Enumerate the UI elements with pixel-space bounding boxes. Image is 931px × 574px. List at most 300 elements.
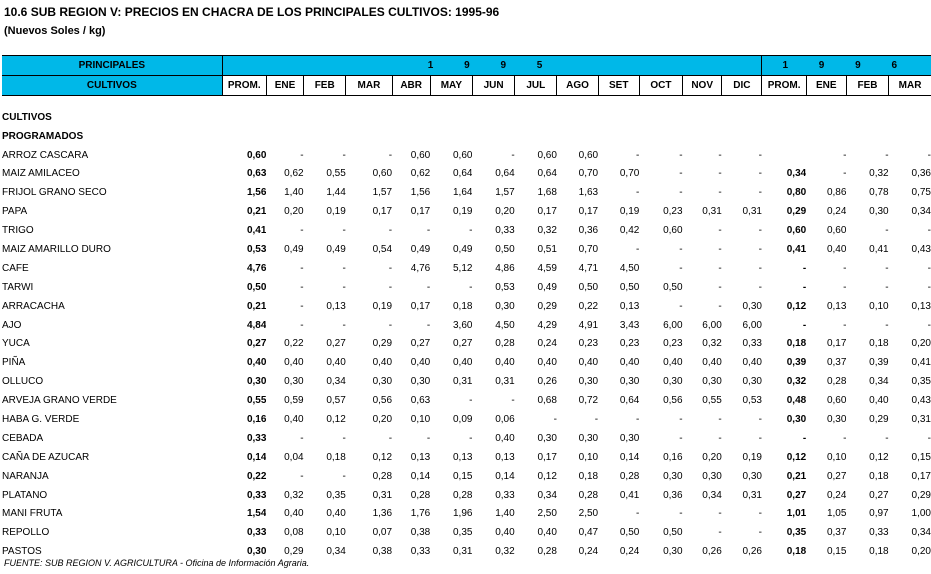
average-cell: 0,40 <box>246 357 267 369</box>
price-cell: 0,24 <box>826 206 847 218</box>
spacer-row <box>2 95 931 108</box>
price-cell: 0,60 <box>453 149 473 161</box>
price-cell: - <box>758 149 762 161</box>
price-cell: 0,27 <box>869 489 889 501</box>
price-cell: 0,68 <box>537 395 557 407</box>
price-cell: 0,30 <box>702 470 722 482</box>
price-cell: 0,40 <box>578 357 599 369</box>
price-cell: 0,50 <box>663 527 683 539</box>
price-cell: - <box>758 243 762 255</box>
price-cell: - <box>718 149 722 161</box>
average-cell: - <box>802 319 807 331</box>
price-cell: 0,18 <box>869 546 889 558</box>
table-row <box>2 467 931 486</box>
price-cell: 0,14 <box>495 470 515 482</box>
price-cell: 0,20 <box>495 206 515 218</box>
price-cell: 0,37 <box>826 357 847 369</box>
table-row <box>2 146 931 165</box>
price-cell: 0,70 <box>578 243 599 255</box>
average-cell: 0,80 <box>786 187 807 199</box>
average-cell: 0,29 <box>786 206 807 218</box>
average-cell: 0,55 <box>246 395 267 407</box>
price-cell: 0,36 <box>663 489 683 501</box>
price-cell: 0,64 <box>495 168 515 180</box>
average-cell: 0,21 <box>246 300 267 312</box>
price-cell: 0,38 <box>372 546 393 558</box>
section-row <box>2 127 931 146</box>
price-cell: 0,31 <box>453 376 473 388</box>
price-cell: 0,28 <box>826 376 847 388</box>
price-cell: 0,33 <box>742 338 762 350</box>
average-cell: 0,41 <box>786 243 807 255</box>
section-label-cultivos: CULTIVOS <box>2 111 52 123</box>
table-row <box>2 353 931 372</box>
price-cell: - <box>758 527 762 539</box>
price-cell: 0,60 <box>410 149 431 161</box>
average-cell: 0,53 <box>246 243 267 255</box>
price-cell: - <box>843 281 847 293</box>
average-cell: 0,34 <box>786 168 807 180</box>
month-header-1995: SET <box>598 75 639 95</box>
price-cell: - <box>927 281 931 293</box>
price-cell: 0,18 <box>578 470 599 482</box>
average-cell <box>762 146 806 165</box>
price-cell: 0,32 <box>869 168 889 180</box>
price-cell: - <box>469 395 473 407</box>
price-cell: 0,31 <box>495 376 515 388</box>
month-header-1995: OCT <box>639 75 682 95</box>
price-cell: 0,31 <box>742 489 762 501</box>
price-cell: 0,60 <box>372 168 393 180</box>
price-cell: 0,49 <box>537 281 557 293</box>
average-cell: 0,48 <box>786 395 807 407</box>
price-cell: 0,49 <box>284 243 304 255</box>
price-cell: 0,40 <box>372 357 393 369</box>
crop-name: TARWI <box>2 281 34 293</box>
price-cell: - <box>342 225 346 237</box>
month-header-1996: MAR <box>889 75 931 95</box>
price-cell: 0,57 <box>326 395 346 407</box>
price-cell: - <box>342 149 346 161</box>
table-row <box>2 316 931 335</box>
crop-name: AJO <box>2 319 22 331</box>
price-cell: 0,54 <box>372 243 393 255</box>
price-cell: 0,22 <box>578 300 599 312</box>
price-cell: 6,00 <box>702 319 722 331</box>
price-cell: - <box>594 413 599 425</box>
price-cell: 0,24 <box>619 546 640 558</box>
price-cell: 1,44 <box>326 187 346 199</box>
price-cell: 0,40 <box>495 432 515 444</box>
price-cell: 0,41 <box>869 243 889 255</box>
price-cell: 0,40 <box>869 395 889 407</box>
average-cell: 0,33 <box>246 489 267 501</box>
price-cell: 0,35 <box>911 376 931 388</box>
price-cell: 0,17 <box>911 470 931 482</box>
average-cell: 0,60 <box>786 225 807 237</box>
price-cell: 0,30 <box>742 470 762 482</box>
price-cell: - <box>718 262 722 274</box>
price-cell: 0,04 <box>284 451 304 463</box>
price-cell: 0,43 <box>911 243 931 255</box>
price-cell: - <box>927 262 931 274</box>
average-cell: - <box>802 281 807 293</box>
price-cell: 0,51 <box>537 243 557 255</box>
price-cell: 0,41 <box>911 357 931 369</box>
crop-name: MAIZ AMILACEO <box>2 168 80 180</box>
price-cell: - <box>388 262 393 274</box>
price-cell: - <box>300 432 304 444</box>
price-cell: 1,36 <box>372 508 393 520</box>
price-cell: 0,32 <box>702 338 722 350</box>
price-cell: 1,05 <box>826 508 847 520</box>
table-row <box>2 448 931 467</box>
price-cell: 0,40 <box>326 508 346 520</box>
month-header-1996: PROM. <box>762 75 806 95</box>
price-cell: 0,34 <box>911 527 931 539</box>
price-cell: 0,72 <box>578 395 599 407</box>
table-row <box>2 278 931 297</box>
price-cell: 0,17 <box>410 300 431 312</box>
price-cell: 0,20 <box>372 413 393 425</box>
month-header-1995: PROM. <box>222 75 266 95</box>
price-cell: 4,86 <box>495 262 515 274</box>
price-cell: 0,18 <box>326 451 346 463</box>
price-cell: 0,17 <box>578 206 599 218</box>
price-cell: - <box>885 432 889 444</box>
average-cell: 0,27 <box>246 338 267 350</box>
price-cell: 0,60 <box>578 149 599 161</box>
crop-name: ARVEJA GRANO VERDE <box>2 395 117 407</box>
average-cell: 0,30 <box>786 413 807 425</box>
price-cell: - <box>300 470 304 482</box>
price-cell: 0,40 <box>742 357 762 369</box>
average-cell: 1,56 <box>246 187 267 199</box>
price-cell: 1,57 <box>372 187 393 199</box>
price-cell: - <box>679 262 683 274</box>
price-cell: 0,20 <box>702 451 722 463</box>
price-cell: 0,62 <box>284 168 304 180</box>
price-cell: 0,40 <box>284 413 304 425</box>
price-cell: 2,50 <box>537 508 557 520</box>
price-cell: 0,13 <box>619 300 640 312</box>
price-cell: 1,96 <box>453 508 473 520</box>
price-cell: - <box>718 225 722 237</box>
crop-name: YUCA <box>2 338 30 350</box>
average-cell: 0,39 <box>786 357 807 369</box>
price-cell: 0,18 <box>453 300 473 312</box>
price-cell: 0,56 <box>663 395 683 407</box>
price-cell: - <box>342 262 346 274</box>
price-cell: 0,30 <box>826 413 847 425</box>
price-cell: 0,62 <box>410 168 431 180</box>
price-cell: 0,31 <box>742 206 762 218</box>
price-cell: 0,14 <box>410 470 431 482</box>
price-cell: 0,42 <box>619 225 640 237</box>
price-cell: 0,49 <box>326 243 346 255</box>
month-header-1995: ABR <box>392 75 430 95</box>
table-row <box>2 372 931 391</box>
price-cell: 0,35 <box>326 489 346 501</box>
price-cell: 0,28 <box>453 489 473 501</box>
price-cell: 0,15 <box>911 451 931 463</box>
price-cell: 0,37 <box>826 527 847 539</box>
price-cell: 0,22 <box>284 338 304 350</box>
price-cell: - <box>718 527 722 539</box>
price-cell: 6,00 <box>663 319 683 331</box>
price-cell: 1,64 <box>453 187 473 199</box>
price-cell: 4,50 <box>619 262 640 274</box>
price-cell: 0,36 <box>911 168 931 180</box>
crop-name: ARROZ CASCARA <box>2 149 89 161</box>
crop-name: MAIZ AMARILLO DURO <box>2 243 111 255</box>
price-cell: 0,34 <box>702 489 722 501</box>
price-cell: - <box>885 262 889 274</box>
price-cell: 0,20 <box>284 206 304 218</box>
price-cell: 0,12 <box>869 451 889 463</box>
price-cell: - <box>300 225 304 237</box>
price-cell: 0,27 <box>453 338 473 350</box>
price-cell: 0,34 <box>326 376 346 388</box>
price-cell: 1,40 <box>495 508 515 520</box>
price-cell: 0,31 <box>911 413 931 425</box>
price-cell: - <box>843 319 847 331</box>
price-cell: 0,40 <box>410 357 431 369</box>
price-cell: 0,26 <box>742 546 762 558</box>
price-cell: 0,08 <box>284 527 304 539</box>
price-cell: 0,30 <box>578 376 599 388</box>
price-cell: 0,30 <box>663 546 683 558</box>
section-row <box>2 108 931 127</box>
price-cell: 1,63 <box>578 187 599 199</box>
price-cell: - <box>758 508 762 520</box>
average-cell: 4,76 <box>246 262 267 274</box>
price-cell: 0,34 <box>911 206 931 218</box>
price-cell: 0,47 <box>578 527 599 539</box>
price-cell: 0,43 <box>911 395 931 407</box>
price-cell: - <box>885 319 889 331</box>
price-cell: 0,13 <box>453 451 473 463</box>
price-cell: 0,15 <box>826 546 847 558</box>
price-cell: - <box>342 432 346 444</box>
average-cell: 0,41 <box>246 225 267 237</box>
price-cell: 4,76 <box>410 262 431 274</box>
prices-table <box>2 55 931 561</box>
average-cell: - <box>802 262 807 274</box>
price-cell: - <box>679 508 683 520</box>
table-row <box>2 391 931 410</box>
price-cell: - <box>885 225 889 237</box>
price-cell: 0,32 <box>284 489 304 501</box>
crop-name: FRIJOL GRANO SECO <box>2 187 107 199</box>
price-cell: 0,23 <box>663 338 683 350</box>
price-cell: 0,60 <box>663 225 683 237</box>
price-cell: 0,40 <box>826 243 847 255</box>
price-cell: - <box>718 432 722 444</box>
price-cell: - <box>718 300 722 312</box>
price-cell: 0,30 <box>663 470 683 482</box>
price-cell: 0,10 <box>326 527 346 539</box>
price-cell: - <box>469 281 473 293</box>
price-cell: - <box>553 413 557 425</box>
price-cell: 0,12 <box>372 451 393 463</box>
price-cell: 3,60 <box>453 319 473 331</box>
price-cell: - <box>758 413 762 425</box>
price-cell: 0,60 <box>826 395 847 407</box>
price-cell: 0,30 <box>702 376 722 388</box>
price-cell: 0,19 <box>326 206 346 218</box>
price-cell: 0,13 <box>326 300 346 312</box>
price-cell: - <box>636 413 640 425</box>
average-cell: 0,30 <box>246 546 267 558</box>
price-cell: 0,40 <box>453 357 473 369</box>
price-cell: - <box>927 225 931 237</box>
price-cell: - <box>426 432 431 444</box>
price-cell: - <box>636 187 640 199</box>
price-cell: - <box>927 319 931 331</box>
price-cell: 0,40 <box>284 508 304 520</box>
price-cell: - <box>469 432 473 444</box>
price-cell: 1,56 <box>410 187 431 199</box>
price-cell: 0,30 <box>742 376 762 388</box>
price-cell: - <box>300 300 304 312</box>
price-cell: 0,10 <box>869 300 889 312</box>
price-cell: 0,53 <box>742 395 762 407</box>
table-row <box>2 202 931 221</box>
average-cell: - <box>802 432 807 444</box>
crop-name: CEBADA <box>2 432 44 444</box>
source-footnote: FUENTE: SUB REGION V. AGRICULTURA - Oficina de Información Agraria. <box>4 558 310 568</box>
price-cell: - <box>300 149 304 161</box>
price-cell: - <box>511 395 515 407</box>
price-cell: 0,31 <box>453 546 473 558</box>
price-cell: 0,17 <box>372 206 393 218</box>
price-cell: 0,17 <box>537 451 557 463</box>
price-cell: 0,29 <box>869 413 889 425</box>
price-cell: 0,24 <box>537 338 557 350</box>
header-row-months <box>2 75 931 95</box>
price-cell: 1,57 <box>495 187 515 199</box>
price-cell: 0,32 <box>495 546 515 558</box>
table-row <box>2 240 931 259</box>
table-row <box>2 334 931 353</box>
price-cell: - <box>718 508 722 520</box>
average-cell: 0,27 <box>786 489 807 501</box>
price-cell: 0,30 <box>578 432 599 444</box>
crop-name: OLLUCO <box>2 376 44 388</box>
price-cell: 0,75 <box>911 187 931 199</box>
month-header-1995: FEB <box>304 75 346 95</box>
price-cell: - <box>927 432 931 444</box>
price-cell: 0,30 <box>742 300 762 312</box>
price-cell: - <box>636 243 640 255</box>
average-cell: 0,22 <box>246 470 267 482</box>
price-cell: 0,64 <box>619 395 640 407</box>
price-cell: 0,40 <box>284 357 304 369</box>
price-cell: 0,14 <box>619 451 640 463</box>
price-cell: 0,40 <box>495 357 515 369</box>
average-cell: 0,30 <box>246 376 267 388</box>
price-cell: 0,40 <box>537 527 557 539</box>
average-cell: 0,50 <box>246 281 267 293</box>
price-cell: 0,18 <box>869 470 889 482</box>
page-title: 10.6 SUB REGION V: PRECIOS EN CHACRA DE LOS PRINCIPALES CULTIVOS: 1995-96 <box>4 5 500 19</box>
page-subtitle: (Nuevos Soles / kg) <box>4 25 106 37</box>
price-cell: 0,53 <box>495 281 515 293</box>
price-cell: - <box>885 281 889 293</box>
price-cell: 0,20 <box>911 338 931 350</box>
average-cell: 1,54 <box>246 508 267 520</box>
average-cell: 0,60 <box>246 149 267 161</box>
price-cell: - <box>300 281 304 293</box>
price-cell: - <box>885 149 889 161</box>
price-cell: 0,26 <box>702 546 722 558</box>
price-cell: 0,23 <box>578 338 599 350</box>
price-cell: - <box>758 168 762 180</box>
average-cell: 0,63 <box>246 168 267 180</box>
price-cell: 0,23 <box>619 338 640 350</box>
price-cell: - <box>426 225 431 237</box>
price-cell: - <box>758 187 762 199</box>
price-cell: 0,30 <box>372 376 393 388</box>
table-row <box>2 183 931 202</box>
header-row-years <box>2 56 931 76</box>
price-cell: 4,71 <box>578 262 599 274</box>
price-cell: 0,10 <box>578 451 599 463</box>
price-cell: 0,28 <box>619 470 640 482</box>
average-cell: 0,35 <box>786 527 807 539</box>
price-cell: 5,12 <box>453 262 473 274</box>
price-cell: 0,18 <box>869 338 889 350</box>
price-cell: - <box>758 225 762 237</box>
price-cell: 0,27 <box>326 338 346 350</box>
price-cell: - <box>679 168 683 180</box>
price-cell: 0,38 <box>410 527 431 539</box>
price-cell: 0,07 <box>372 527 393 539</box>
price-cell: 0,50 <box>578 281 599 293</box>
average-cell: 0,16 <box>246 413 267 425</box>
month-header-1995: JUL <box>515 75 557 95</box>
month-header-1995: MAR <box>346 75 392 95</box>
price-cell: 0,17 <box>826 338 847 350</box>
price-cell: 0,86 <box>826 187 847 199</box>
price-cell: 6,00 <box>742 319 762 331</box>
month-header-1995: NOV <box>683 75 722 95</box>
price-cell: 0,30 <box>284 376 304 388</box>
col-label-cultivos: CULTIVOS <box>2 75 222 95</box>
year-1996-label: 1 9 9 6 <box>762 56 931 76</box>
price-cell: 0,49 <box>453 243 473 255</box>
price-cell: - <box>388 432 393 444</box>
price-cell: 4,91 <box>578 319 599 331</box>
price-cell: - <box>679 243 683 255</box>
price-cell: 0,60 <box>537 149 557 161</box>
price-cell: - <box>426 281 431 293</box>
price-cell: 0,30 <box>663 376 683 388</box>
price-cell: 0,40 <box>495 527 515 539</box>
price-cell: - <box>718 243 722 255</box>
price-cell: - <box>300 319 304 331</box>
price-cell: 0,40 <box>537 357 557 369</box>
price-cell: 2,50 <box>578 508 599 520</box>
price-cell: - <box>679 300 683 312</box>
price-cell: - <box>511 149 515 161</box>
table-row <box>2 259 931 278</box>
crop-name: PIÑA <box>2 357 26 369</box>
price-cell: 0,28 <box>537 546 557 558</box>
month-header-1995: MAY <box>430 75 472 95</box>
price-cell: 0,78 <box>869 187 889 199</box>
